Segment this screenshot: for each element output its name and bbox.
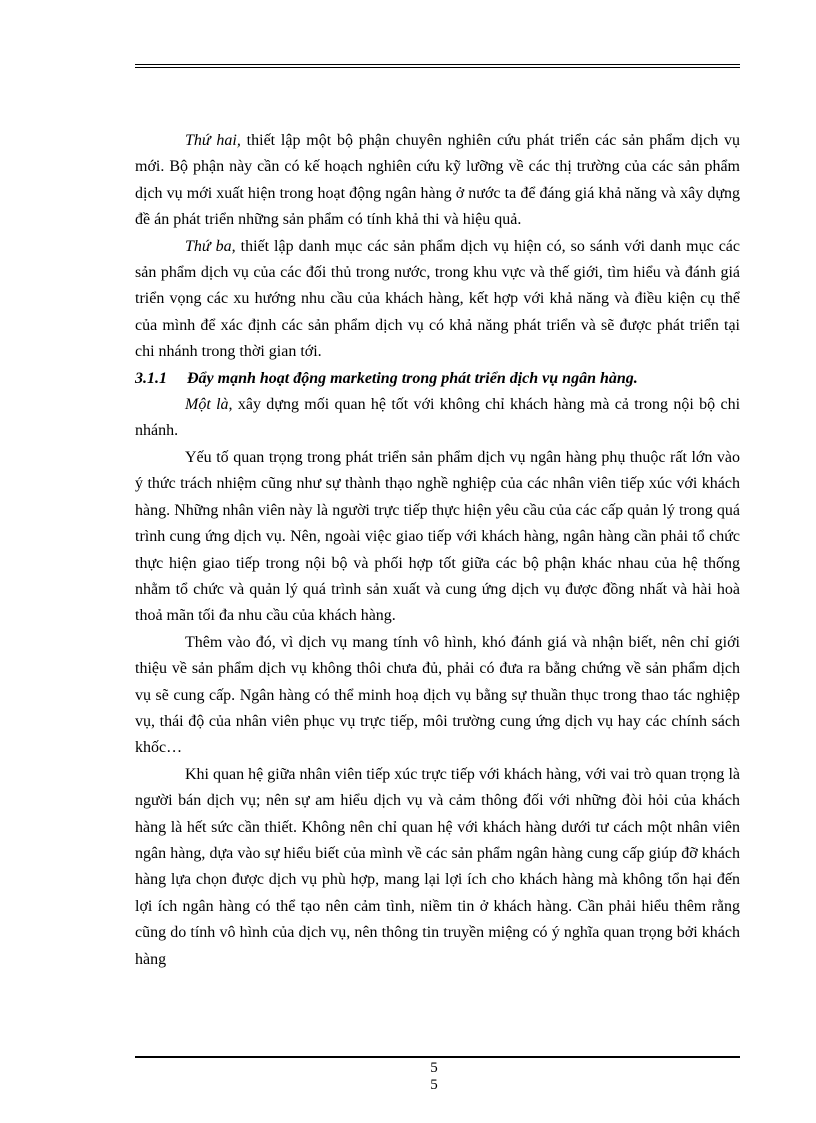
page-number-repeat: 5: [430, 1077, 438, 1093]
paragraph-yeu-to: Yếu tố quan trọng trong phát triển sản phẩm dịch vụ ngân hàng phụ thuộc rất lớn vào ý thức trách nhiệm cũng như sự thành thạo nghề nghiệp của các nhân viên tiếp xúc với khách hàng. Những nhân viên này là người trực tiếp thực hiện yêu cầu của các cấp quản lý trong quá trình cung ứng dịch vụ. Nên, ngoài việc giao tiếp với khách hàng, ngân hàng cần phải tổ chức thực hiện giao tiếp trong nội bộ và phối hợp tốt giữa các bộ phận khác nhau của hệ thống nhằm tổ chức và quản lý quá trình sản xuất và cung ứng dịch vụ được đồng nhất và hài hoà thoả mãn tối đa nhu cầu của khách hàng.: [135, 448, 740, 625]
paragraph-thu-ba: [135, 234, 740, 366]
section-heading: [135, 366, 740, 392]
paragraph-lead: Thứ hai,: [185, 132, 241, 149]
paragraph-text: xây dựng mối quan hệ tốt với không chỉ khách hàng mà cả trong nội bộ chi nhánh.: [135, 396, 741, 440]
footer-rule: [135, 1056, 740, 1058]
section-title: Đẩy mạnh hoạt động marketing trong phát triển dịch vụ ngân hàng.: [187, 369, 638, 387]
paragraph-text: thiết lập danh mục các sản phẩm dịch vụ hiện có, so sánh với danh mục các sản phẩm dịch vụ của các đối thủ trong nước, trong khu vực và thế giới, tìm hiểu và đánh giá triển vọng các xu hướng nhu cầu của khách hàng, kết hợp với khả năng và điều kiện cụ thể của mình để xác định các sản phẩm dịch vụ có khả năng phát triển và sẽ được phát triển tại chi nhánh trong thời gian tới.: [135, 237, 741, 361]
paragraph-mot-la: [135, 392, 740, 445]
header-rule: [135, 64, 740, 68]
paragraph-thu-hai: [135, 128, 740, 234]
page-number: 5: [430, 1060, 438, 1076]
paragraph-lead: Một là,: [185, 396, 233, 414]
paragraph-them-vao: Thêm vào đó, vì dịch vụ mang tính vô hình, khó đánh giá và nhận biết, nên chỉ giới thiệu về sản phẩm dịch vụ không thôi chưa đủ, phải có đưa ra bằng chứng về sản phẩm dịch vụ sẽ cung cấp. Ngân hàng có thể minh hoạ dịch vụ bằng sự thuần thục trong thao tác nghiệp vụ, thái độ của nhân viên phục vụ trực tiếp, môi trường cung ứng dịch vụ hay các chính sách khốc…: [135, 633, 740, 757]
paragraph-lead: Thứ ba,: [185, 237, 236, 255]
section-number: 3.1.1: [135, 369, 167, 387]
document-body: [135, 128, 740, 973]
paragraph-khi-quan-he: Khi quan hệ giữa nhân viên tiếp xúc trực tiếp với khách hàng, với vai trò quan trọng là người bán dịch vụ; nên sự am hiểu dịch vụ và cảm thông đối với những đòi hỏi của khách hàng là hết sức cần thiết. Không nên chỉ quan hệ với khách hàng dưới tư cách một nhân viên ngân hàng, dựa vào sự hiểu biết của mình về các sản phẩm ngân hàng cung cấp giúp đỡ khách hàng lựa chọn được dịch vụ phù hợp, mang lại lợi ích cho khách hàng mà không tổn hại đến lợi ích ngân hàng có thể tạo nên cảm tình, niềm tin ở khách hàng. Cần phải hiểu thêm rằng cũng do tính vô hình của dịch vụ, nên thông tin truyền miệng có ý nghĩa quan trọng bởi khách hàng: [135, 765, 740, 968]
paragraph-text: thiết lập một bộ phận chuyên nghiên cứu phát triển các sản phẩm dịch vụ mới. Bộ phận này cần có kế hoạch nghiên cứu kỹ lưỡng về các thị trường của các sản phẩm dịch vụ mới xuất hiện trong hoạt động ngân hàng ở nước ta để đáng giá khả năng và xây dựng đề án phát triển những sản phẩm có tính khả thi và hiệu quả.: [135, 132, 740, 229]
